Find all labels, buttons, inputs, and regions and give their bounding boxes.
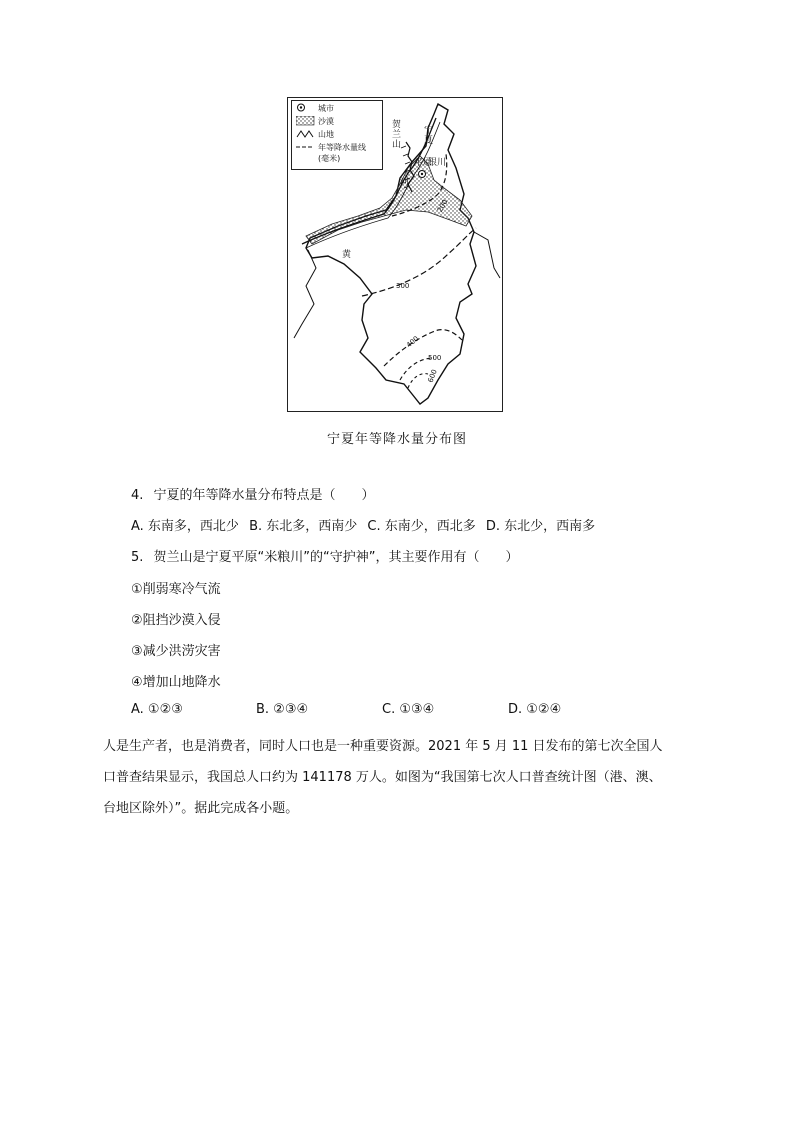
legend-mountain-label: 山地 bbox=[318, 130, 334, 139]
plain-label: 平原 bbox=[414, 158, 433, 168]
legend-desert-label: 沙漠 bbox=[318, 117, 334, 126]
passage-line-3: 台地区除外）”。据此完成各小题。 bbox=[103, 801, 299, 816]
statement-3: ③减少洪涝灾害 bbox=[131, 644, 221, 659]
question-5 bbox=[131, 546, 519, 565]
river-char-label: 河 bbox=[400, 178, 410, 188]
precipitation-map bbox=[287, 97, 503, 412]
passage-line-1: 人是生产者，也是消费者，同时人口也是一种重要资源。2021 年 5 月 11 日发布的第七次全国人 bbox=[103, 739, 663, 754]
legend-isohyet-label: 年等降水量线(毫米) bbox=[318, 143, 366, 163]
map-caption: 宁夏年等降水量分布图 bbox=[326, 432, 467, 447]
helan-mountain-label: 贺兰山 bbox=[392, 120, 402, 150]
question-4 bbox=[131, 484, 375, 503]
choice-d[interactable]: D. ①②④ bbox=[508, 702, 562, 717]
choice-b[interactable]: B. 东北多，西南少 bbox=[249, 519, 358, 534]
statement-2: ②阻挡沙漠入侵 bbox=[131, 613, 221, 628]
statement-1: ①削弱寒冷气流 bbox=[131, 582, 221, 597]
question-4-choices bbox=[131, 515, 601, 534]
isohyet-400-label: 400 bbox=[404, 334, 421, 350]
choice-b[interactable]: B. ②③④ bbox=[256, 702, 309, 717]
question-5-stem: 贺兰山是宁夏平原“米粮川”的“守护神”，其主要作用有（ ） bbox=[153, 550, 519, 565]
isohyet-line-icon bbox=[296, 142, 314, 151]
yinchuan-label: 银川 bbox=[428, 158, 447, 168]
legend-city-label: 城市 bbox=[318, 104, 334, 113]
yellow-river-label: 黄 bbox=[342, 250, 352, 260]
choice-c[interactable]: C. ①③④ bbox=[382, 702, 435, 717]
desert-swatch-icon bbox=[296, 117, 314, 126]
choice-a[interactable]: A. 东南多，西北少 bbox=[131, 519, 239, 534]
choice-a[interactable]: A. ①②③ bbox=[131, 702, 183, 717]
passage-line-2: 口普查结果显示，我国总人口约为 141178 万人。如图为“我国第七次人口普查统计图（港、澳、 bbox=[103, 770, 662, 785]
question-4-stem: 宁夏的年等降水量分布特点是（ ） bbox=[153, 488, 375, 503]
isohyet-600-label: 600 bbox=[426, 368, 439, 384]
isohyet-300-label: 300 bbox=[396, 282, 410, 290]
isohyet-500-label: 500 bbox=[428, 354, 442, 362]
ningxia-label: 宁夏 bbox=[424, 126, 434, 146]
choice-c[interactable]: C. 东南少，西北多 bbox=[367, 519, 476, 534]
statement-4: ④增加山地降水 bbox=[131, 675, 221, 690]
mountain-icon bbox=[296, 130, 314, 139]
question-5-number: 5. bbox=[131, 550, 144, 565]
isohyet-200-label: 200 bbox=[435, 198, 450, 214]
city-icon bbox=[296, 104, 314, 113]
map-legend bbox=[291, 100, 383, 170]
choice-d[interactable]: D. 东北少，西南多 bbox=[485, 519, 596, 534]
question-4-number: 4. bbox=[131, 488, 144, 503]
